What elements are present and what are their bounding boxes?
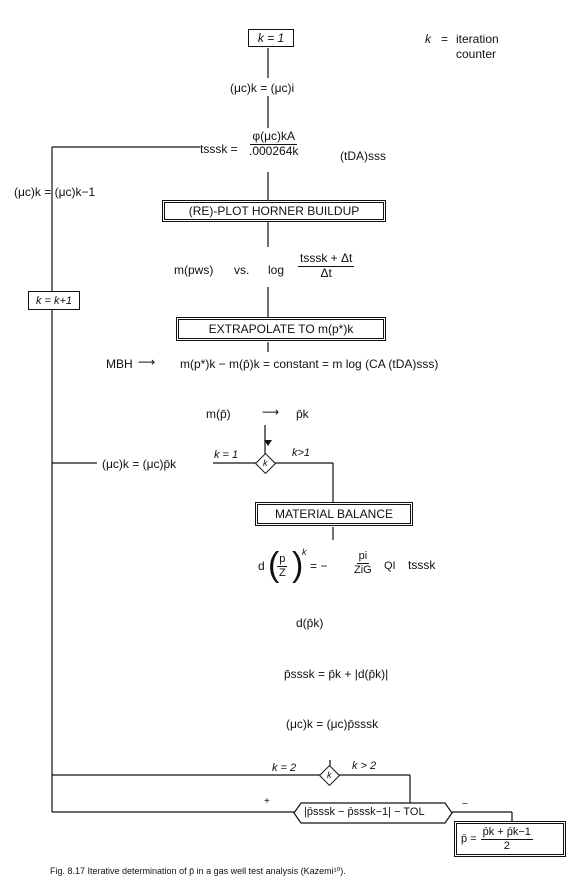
legend-equals: = [441,32,449,46]
extrapolate-label: EXTRAPOLATE TO m(p*)k [208,322,354,336]
replot-label: (RE)-PLOT HORNER BUILDUP [188,204,360,218]
horner-lhs: m(pws) [174,263,214,277]
material-label: MATERIAL BALANCE [274,507,394,521]
horner-numerator: tsssk + Δt [300,251,353,265]
diamond1-k: k [263,458,268,468]
tsss-fraction [247,130,300,159]
minus-label: − [462,799,468,810]
dpz-fraction [352,550,374,576]
tolerance-test: |p̄sssk − p̄sssk−1| − TOL [304,806,425,818]
horner-vs: vs. [234,263,250,277]
legend-symbol: k [425,32,431,46]
replot-horner-box [162,200,386,222]
tsss-tail: (tDA)sss [340,149,386,163]
horner-log: log [268,263,285,277]
diamond1-right-label: k>1 [292,447,311,459]
final-fraction [481,826,533,852]
figure-caption: Fig. 8.17 Iterative determination of p̄ in a gas well test analysis (Kazemi¹⁰). [50,866,346,876]
extrapolate-box [176,317,386,341]
start-label: k = 1 [257,31,285,45]
tsss-lhs: tsssk = [200,142,238,156]
update-mu-equation: (μc)k = (μc)k−1 [14,185,96,199]
dpz-d: d [258,559,265,573]
material-balance-box [255,502,413,526]
start-box [248,29,294,47]
dpz-superscript-k: k [302,547,307,557]
dpz-z: Z [279,566,286,579]
mbh-arrow: ⟶ [138,355,156,369]
dpz-denominator: ZiG [354,563,372,576]
mp-rhs: p̄k [296,407,309,421]
dpz-paren-open: ( [268,546,280,584]
legend-line1: iteration [456,32,499,46]
mu-sss-equation: (μc)k = (μc)p̄sssk [286,717,379,731]
dpz-t: tsssk [408,558,436,572]
mbh-label: MBH [106,357,133,371]
init-equation: (μc)k = (μc)i [230,81,295,95]
psss-equation: p̄sssk = p̄k + |d(p̄k)| [284,667,389,681]
diamond2-k: k [327,770,332,780]
diamond2-right-label: k > 2 [352,760,377,772]
dpz-p: p [279,553,286,565]
final-lhs: p̄ = [461,833,477,845]
diamond2-left-label: k = 2 [272,762,297,774]
dpz-numerator: pi [358,550,368,562]
dpz-paren-close: ) [292,546,304,584]
increment-box [28,291,80,310]
final-box [454,821,566,857]
plus-label: + [264,796,270,807]
increment-label: k = k+1 [35,294,73,307]
tsss-denominator: .000264k [249,143,299,158]
dpz-pz-fraction [277,553,288,579]
tsss-numerator: φ(μc)kA [252,129,296,143]
horner-denominator: Δt [320,265,332,280]
horner-fraction [298,252,354,281]
dpz-q: QI [384,560,396,572]
mp-lhs: m(p̄) [206,407,231,421]
final-denominator: 2 [503,839,510,852]
mp-arrow: ⟶ [262,405,280,419]
diamond1-side-equation: (μc)k = (μc)p̄k [102,457,177,471]
diamond1-left-label: k = 1 [214,449,239,461]
dpz-equals: = − [310,559,328,573]
legend-line2: counter [456,47,497,61]
final-numerator: p̄k + p̄k−1 [482,825,531,838]
dp-equation: d(p̄k) [296,616,324,630]
mbh-equation: m(p*)k − m(p̄)k = constant = m log (CA (tDA)sss) [180,357,439,371]
